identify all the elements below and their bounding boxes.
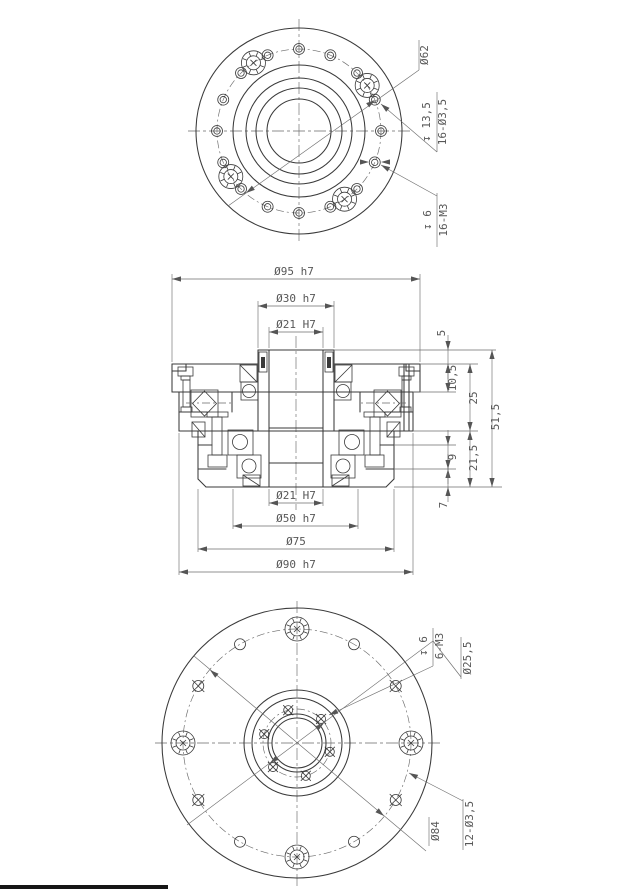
dim-arrowhead [467, 364, 472, 373]
top-thread-count-label: 16-M3 [437, 203, 450, 237]
dim-arrowhead [381, 159, 390, 164]
ball-bearing [337, 385, 350, 398]
screw-hatch [334, 195, 338, 196]
screw-hatch [234, 166, 235, 170]
dim-arrowhead [445, 436, 450, 445]
screw-hatch [363, 92, 364, 96]
screw-hatch [190, 739, 194, 741]
screw-hatch [293, 636, 294, 640]
sec-dia21-top-label: Ø21 H7 [276, 318, 316, 331]
section-view-geometry [172, 274, 502, 575]
screw-hatch [287, 853, 291, 854]
seal-diagonal [243, 475, 260, 486]
screw-hatch [304, 853, 308, 855]
plug-pin [327, 357, 331, 368]
screw-hatch [220, 172, 224, 173]
dia84-diagonal [194, 656, 426, 851]
screw-hatch [186, 733, 187, 737]
screw-hatch [256, 70, 258, 74]
dim-arrowhead [258, 303, 267, 308]
screw-hatch [374, 88, 378, 89]
screw-hatch [357, 81, 361, 82]
dim-arrowhead [385, 546, 394, 551]
screw-hatch [351, 202, 355, 203]
dim-arrowhead [210, 670, 219, 678]
section-internal [228, 430, 253, 455]
bot-bolt-circle-dia-label: Ø25,5 [461, 641, 474, 675]
screw-hatch [304, 860, 308, 861]
screw-hatch [243, 59, 247, 60]
screw-hatch [249, 52, 251, 56]
dim-arrowhead [172, 276, 181, 281]
dim-arrowhead [246, 186, 255, 193]
seal-diagonal [240, 365, 257, 382]
section-internal [237, 455, 261, 478]
ball-bearing [345, 435, 360, 450]
dim-arrowhead [467, 431, 472, 440]
plug-pin [261, 357, 265, 368]
screw-hatch [414, 733, 415, 737]
dim-arrowhead [366, 100, 375, 107]
section-internal [212, 417, 222, 455]
dim-arrowhead [411, 276, 420, 281]
dim-arrowhead [489, 478, 494, 487]
sec-dia90-label: Ø90 h7 [276, 558, 316, 571]
sec-dia21-bottom-label: Ø21 H7 [276, 489, 316, 502]
top-thread-depth-label: ↧ 6 [421, 210, 434, 230]
top-bolt-circle-dia-label: Ø62 [418, 45, 431, 65]
section-internal [364, 412, 385, 417]
sec-dim215-label: 21,5 [467, 444, 480, 472]
sec-dia50-label: Ø50 h7 [276, 512, 316, 525]
screw-hatch [234, 183, 236, 187]
section-internal [208, 455, 227, 467]
screw-hatch [293, 619, 295, 623]
screw-hatch [300, 864, 302, 868]
ball-bearing [242, 459, 256, 473]
dim-arrowhead [381, 104, 390, 112]
screw-hatch [351, 195, 355, 197]
dim-arrowhead [467, 478, 472, 487]
screw-hatch [179, 733, 181, 737]
screw-hatch [363, 75, 365, 79]
screw-hatch [179, 750, 180, 754]
ball-bearing [243, 385, 256, 398]
screw-hatch [256, 52, 257, 56]
dim-arrowhead [360, 159, 369, 164]
screw-hatch [249, 70, 250, 74]
section-internal [191, 390, 218, 417]
screw-hatch [414, 750, 416, 754]
sec-dim105-label: 10,5 [446, 364, 459, 392]
bottom-edge-bar [0, 885, 168, 889]
section-internal [339, 430, 364, 455]
screw-hatch [173, 746, 177, 748]
dim-arrowhead [445, 460, 450, 469]
screw-hatch [300, 636, 302, 640]
screw-hatch [173, 739, 177, 740]
top-hole-depth-label: ↧ 13,5 [420, 102, 433, 142]
screw-hatch [287, 625, 291, 626]
section-view [172, 265, 502, 575]
screw-hatch [260, 66, 264, 67]
screw-hatch [304, 632, 308, 633]
section-outline [386, 479, 394, 487]
bot-thread-depth-label: ↧ 6 [417, 636, 430, 656]
sec-dim5-label: 5 [435, 329, 448, 337]
screw-hatch [304, 625, 308, 627]
screw-hatch [190, 746, 194, 747]
bot-outer-dia-label: Ø84 [429, 821, 442, 841]
dim-arrowhead [445, 341, 450, 350]
screw-hatch [340, 206, 341, 210]
hole12-leader [409, 773, 463, 801]
screw-hatch [287, 860, 291, 862]
dim-arrowhead [445, 487, 450, 496]
dim-arrowhead [325, 303, 334, 308]
screw-hatch [370, 75, 371, 79]
ball-bearing [336, 459, 350, 473]
bot-thread-count-label: 6-M3 [433, 632, 446, 660]
screw-hatch [220, 179, 224, 181]
seal-diagonal [335, 365, 352, 382]
sec-dim9-label: 9 [446, 453, 459, 461]
screw-hatch [407, 733, 409, 737]
sec-dim515-label: 51,5 [489, 403, 502, 431]
screw-hatch [340, 189, 342, 193]
dim-arrowhead [349, 523, 358, 528]
section-internal [181, 407, 192, 412]
screw-hatch [300, 619, 301, 623]
seal-diagonal [332, 475, 349, 486]
dim-arrowhead [467, 422, 472, 431]
screw-hatch [401, 746, 405, 748]
section-outline [198, 479, 206, 487]
section-internal [181, 376, 190, 380]
screw-hatch [357, 88, 361, 90]
section-internal [370, 417, 380, 455]
dim-arrowhead [329, 709, 338, 715]
screw-hatch [401, 739, 405, 740]
screw-hatch [347, 189, 348, 193]
m3-leader [329, 666, 433, 715]
dim-arrowhead [381, 165, 390, 172]
screw-hatch [238, 179, 242, 180]
dim-arrowhead [404, 569, 413, 574]
section-internal [331, 455, 355, 478]
sec-dia30-label: Ø30 h7 [276, 292, 316, 305]
screw-hatch [243, 66, 247, 68]
sec-dim25-label: 25 [467, 391, 480, 405]
section-internal [402, 376, 411, 380]
section-internal [207, 412, 228, 417]
screw-hatch [300, 847, 301, 851]
screw-hatch [287, 632, 291, 634]
bolt-hole [235, 639, 246, 650]
sec-dia75-label: Ø75 [286, 535, 306, 548]
screw-hatch [418, 739, 422, 741]
screw-hatch [293, 864, 294, 868]
dim-arrowhead [489, 350, 494, 359]
top-view-geometry [188, 19, 437, 247]
screw-hatch [347, 206, 349, 210]
screw-hatch [293, 847, 295, 851]
sec-dia95-label: Ø95 h7 [274, 265, 314, 278]
screw-hatch [227, 183, 228, 187]
section-internal [374, 390, 401, 417]
dim-arrowhead [198, 546, 207, 551]
screw-hatch [418, 746, 422, 747]
dim-arrowhead [233, 523, 242, 528]
top-view [188, 19, 450, 247]
screw-hatch [186, 750, 188, 754]
screw-hatch [407, 750, 408, 754]
screw-hatch [238, 172, 242, 174]
dia255-diagonal [187, 641, 433, 825]
bolt-hole [235, 836, 246, 847]
bot-hole-count-label: 12-Ø3,5 [463, 800, 476, 848]
section-internal [365, 455, 384, 467]
screw-hatch [374, 81, 378, 83]
top-hole-count-label: 16-Ø3,5 [436, 98, 449, 146]
bottom-view [155, 601, 476, 886]
dim-arrowhead [409, 773, 418, 779]
dim-arrowhead [179, 569, 188, 574]
ball-bearing [233, 435, 248, 450]
sec-dim7-label: 7 [437, 501, 450, 509]
